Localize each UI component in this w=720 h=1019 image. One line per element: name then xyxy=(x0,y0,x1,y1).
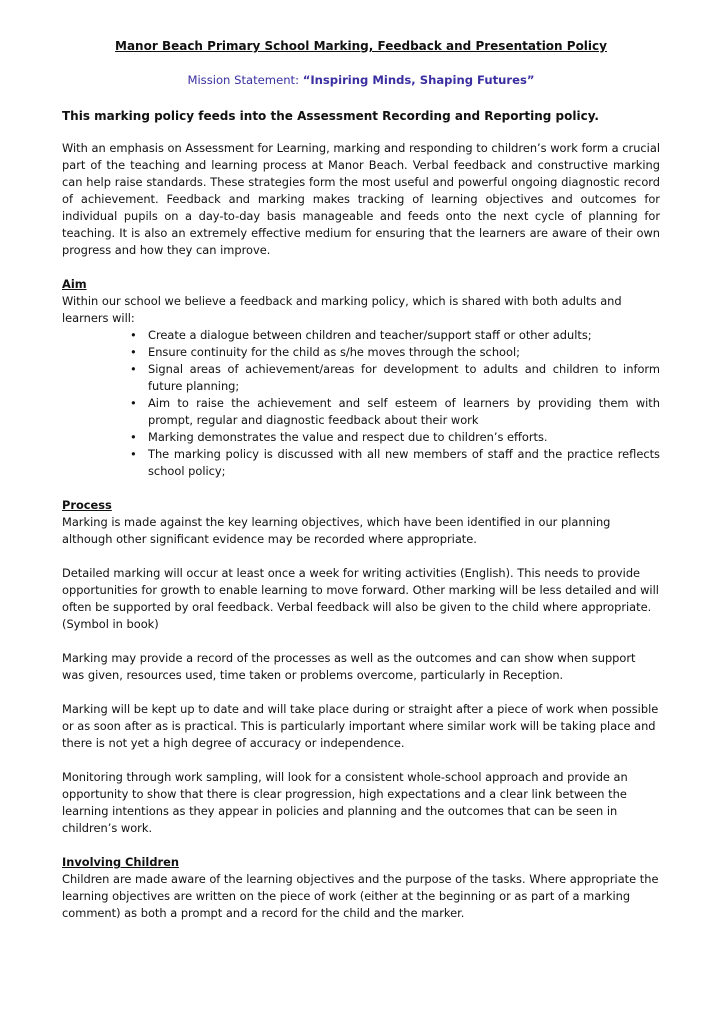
mission-label: Mission Statement: xyxy=(187,73,303,87)
aim-bullet: • The marking policy is discussed with all new members of staff and the practice reflects school policy; xyxy=(148,446,660,480)
mission-motto: “Inspiring Minds, Shaping Futures” xyxy=(302,73,535,87)
aim-bullet: • Marking demonstrates the value and respect due to children’s efforts. xyxy=(148,429,660,446)
process-paragraph: Marking is made against the key learning objectives, which have been identified in our planning although other significant evidence may be recorded where appropriate. xyxy=(62,515,611,546)
involving-children-heading: Involving Children xyxy=(62,855,179,869)
aim-text: Within our school we believe a feedback and marking policy, which is shared with both adults and learners will: xyxy=(62,294,622,325)
aim-bullet: • Ensure continuity for the child as s/he moves through the school; xyxy=(148,344,660,361)
process-paragraph: Marking may provide a record of the processes as well as the outcomes and can show when support was given, resources used, time taken or problems overcome, particularly in Reception. xyxy=(62,651,636,682)
aim-heading: Aim xyxy=(62,277,87,291)
aim-bullet-list xyxy=(62,327,660,480)
process-paragraph: Detailed marking will occur at least once a week for writing activities (English). This needs to provide opportunities for growth to enable learning to move forward. Other marking will be less detailed and will often be supported by oral feedback. Verbal feedback will also be given to the child where appropriate. (Symbol in book) xyxy=(62,566,659,631)
intro-paragraph: With an emphasis on Assessment for Learning, marking and responding to children’s work form a crucial part of the teaching and learning process at Manor Beach. Verbal feedback and constructive marking can help raise standards. These strategies form the most useful and powerful ongoing diagnostic record of achievement. Feedback and marking makes tracking of learning objectives and outcomes for individual pupils on a day-to-day basis manageable and feeds onto the next cycle of planning for teaching. It is also an extremely effective medium for ensuring that the learners are aware of their own progress and how they can improve. xyxy=(62,141,660,257)
process-paragraph: Monitoring through work sampling, will look for a consistent whole-school approach and provide an opportunity to show that there is clear progression, high expectations and a clear link between the learning intentions as they appear in policies and planning and the outcomes that can be seen in children’s work. xyxy=(62,770,628,835)
document-title: Manor Beach Primary School Marking, Feedback and Presentation Policy xyxy=(115,39,607,53)
policy-document xyxy=(62,36,660,939)
mission-statement xyxy=(62,70,660,90)
policy-link-statement: This marking policy feeds into the Assessment Recording and Reporting policy. xyxy=(62,109,599,123)
aim-bullet: • Create a dialogue between children and teacher/support staff or other adults; xyxy=(148,327,660,344)
aim-bullet: • Aim to raise the achievement and self esteem of learners by providing them with prompt, regular and diagnostic feedback about their work xyxy=(148,395,660,429)
aim-bullet: • Signal areas of achievement/areas for development to adults and children to inform future planning; xyxy=(148,361,660,395)
process-heading: Process xyxy=(62,498,112,512)
involving-children-paragraph: Children are made aware of the learning objectives and the purpose of the tasks. Where appropriate the learning objectives are written on the piece of work (either at the beginning or as part of a marking comment) as both a prompt and a record for the child and the marker. xyxy=(62,872,659,920)
process-paragraph: Marking will be kept up to date and will take place during or straight after a piece of work when possible or as soon after as is practical. This is particularly important where similar work will be taking place and there is not yet a high degree of accuracy or independence. xyxy=(62,702,659,750)
